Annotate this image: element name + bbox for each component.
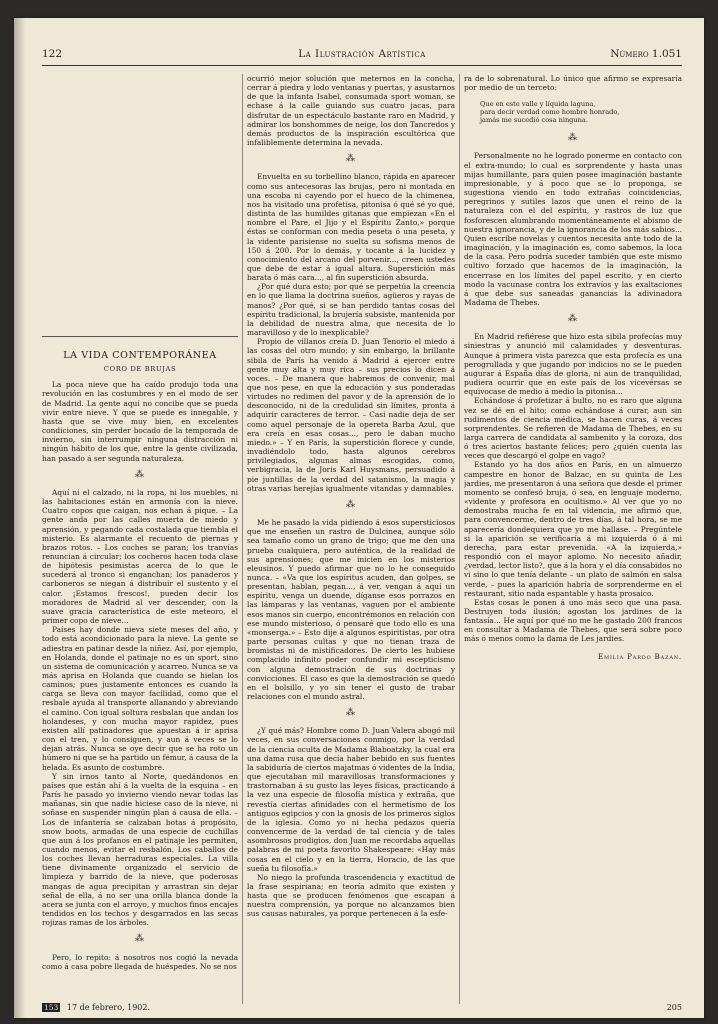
newspaper-page	[14, 18, 704, 1018]
verse-line: Que en este valle y líquida laguna,	[480, 100, 596, 109]
column-2	[247, 74, 455, 1004]
issue-date: 17 de febrero, 1902.	[66, 1003, 150, 1012]
paragraph: Propio de villanos creía D. Juan Tenorio el miedo á las cosas del otro mundo; y sin embargo, la brillante sibila de París ha venido á Madrid á ejercer entre gente muy alta y muy rica – sus precios lo dicen á voces. – De manera que habremos de convenir, mal que nos pese, en que la educación y sus ponderadas virtudes no redimen del pavor y de la aprensión de lo desconocido, ni de la credulidad sin límites, pronta á adquirir caracteres de terror. – Casi nadie deja de ser como aquel personaje de la opereta Barba Azul, que era creía en esas cosas..., pero le daban mucho miedo.» – Y en París, la superstición florece y cunde, invadiéndolo todo, hasta algunos cerebros privilegiados, algunas almas escogidas, como, verbigracia, la de Joris Karl Huysmans, persuadido á pie juntillas de la verdad del satanismo, la magia y otras varias herejías igualmente vitandas y damnables.	[247, 337, 455, 493]
stars-separator: ⁂	[346, 708, 356, 719]
previous-article-space	[42, 74, 238, 336]
stars-separator: ⁂	[568, 133, 578, 144]
stars-separator: ⁂	[135, 934, 145, 945]
section-divider	[42, 336, 238, 337]
paragraph: En Madrid refiérese que hizo esta sibila profecías muy siniestras y anunció mil calamidades y desventuras. Aunque á primera vista parezca que esta profecía es una perogrullada y que jugando por indicios no se le pueden augurar á España días de gloria, ni aun de tranquilidad, pudiera ocurrir que en este país de los vicevérsas se equivocase de medio á medio la pitonisa...	[464, 332, 682, 397]
page-footer	[42, 1003, 682, 1015]
paragraph: Estando yo ha dos años en París, en un almuerzo campestre en honor de Balzac, en su quinta de Les jardies, me presentaron á una señora que desde el primer momento se confesó bruja, ó sea, en lenguaje moderno, «vidente y profesora en ocultismo.» Al ver que yo no demostraba mucha fe en tal videncia, me afirmó que, para convencerme, dentro de tres días, á tal hora, se me aparecería dondequiera que yo me hallase. – Pregúntele si la aparición se verificaría á mi izquierda ó á mi derecha, para estar prevenida. «A la izquierda,» respondió con el mayor aplomo. No necesito añadir, ¿verdad, lector listo?, que á la hora y el día consabidos no vi sino lo que tenía delante – un plato de salmón en salsa verde, – pues la aparición habría de sorprenderme en el restaurant, sitio nada espantable y hasta prosaico.	[464, 460, 682, 598]
paragraph: Personalmente no he logrado ponerme en contacto con el extra-mundo; lo cual es sorprendente y hasta unas mijas humillante, para quien posee imaginación bastante impresionable, y á poco que se lo proponga, se sugestiona viendo en todo extrañas coincidencias, peregrinos y sutiles lazos que unen el reino de la naturaleza con el del espíritu, y rastros de luz que fosforescen alumbrando momentáneamente el abismo de nuestra ignorancia, y de la ignorancia de los más sabios... Quien escribe novelas y cuentos necesita ante todo de la imaginación, y la imaginación es, como sabemos, la loca de la casa. Pero podría suceder también que este mismo cultivo forzado que hacemos de la imaginación, la encerrase en los límites del papel escrito, y en cierto modo la vacunase contra los extravíos y las exaltaciones á que debe sus saneadas ganancias la adivinadora Madama de Thebes.	[464, 151, 682, 307]
column-3	[464, 74, 682, 1004]
section-title: LA VIDA CONTEMPORÁNEA	[63, 350, 217, 361]
paragraph: No niego la profunda trascendencia y exactitud de la frase sespiriana; en teoría admito que existen y hasta que se producen fenómenos que escapan á nuestra comprensión, ya porque no alcanzamos bien sus causas naturales, ya porque pertenecen á la esfe-	[247, 872, 455, 919]
stars-separator: ⁂	[346, 499, 356, 510]
paragraph: Países hay donde nieva siete meses del año, y todo está acondicionado para la nieve. La gente se adiestra en patinar desde la niñez. Así, por ejemplo, en Holanda, donde el patinaje no es un sport, sino un sistema de comunicación y acarreo. Nunca se va más aprisa en Holanda que cuando se hielan los caminos; pues justamente entonces es cuando la carga se lleva con mayor facilidad, como que el resbale ayuda al transporte allanando y abreviando el camino. Con igual soltura resbalan que andan los holandeses, y con mucha mayor rapidez, pues existen allí patinadores que apuestan á ir aprisa con el tren, y lo consiguen, y aun á veces se lo dejan atrás. Nunca se oye decir que se ha roto un húmero ni que se ha partido un fémur, á causa de la helada. Es asunto de costumbre.	[42, 625, 238, 772]
stars-separator: ⁂	[346, 154, 356, 165]
publication-title: La Ilustración Artística	[298, 48, 426, 60]
header-rule	[42, 65, 682, 66]
issue-number: Número 1.051	[610, 48, 682, 60]
paragraph: Y sin irnos tanto al Norte, quedándonos en países que están ahí á la vuelta de la esquina – en París he pasado yo invierno viendo nevar todas las mañanas, sin que nadie hiciese caso de la nieve, ni soñase en suspender ningún plan á causa de ella. – Los de infantería se calzaban botas á propósito, snow boots, armadas de una especie de cuchillas que aun á los profanos en el patinaje les permiten, cuando menos, evitar el resbalón. Los caballos de los coches llevan herraduras especiales. La villa tiene divinamente organizado el servicio de limpieza y barrido de la nieve, que poderosas mangas de agua precipitan y arrastran sin dejar señal de ella, á no ser una orilla blanca donde la acera se junta con el arroyo, y muchos finos encajes tendidos en los techos y desgarrados en las secas rojizas ramas de los árboles.	[42, 771, 238, 928]
paragraph: Envuelta en su torbellino blanco, rápida en aparecer como sus antecesoras las brujas, pero ni montada en una escoba ni cayendo por el hueco de la chimenea, nos ha visitado una profetisa, pitonisa ó qué sé yo qué, distinta de las humildes gitanas que empiezan «En el nombre el Pare, el Jijo y el Espíritu Zanto,» porque éstas se conforman con media peseta ó una peseta, y la vidente parisiense no suelta su sofisma menos de 150 á 200. Por lo demás, y tocante á la lucidez y conocimiento del arcano del porvenir..., creen ustedes que debe de estar á igual altura. Superstición más barata ó más cara..., al fin superstición absurda.	[247, 172, 455, 283]
paragraph: ra de lo sobrenatural. Lo único que afirmo se expresaría por medio de un terceto:	[464, 74, 682, 93]
paragraph: Me he pasado la vida pidiendo á esos supersticiosos que me enseñen un rastro de Dulcinea, aunque sólo sea tamaño como un grano de trigo; que me den una prueba cualquiera, pero auténtica, de la realidad de sus aprensiones; que me inicien en los misterios eleusinos. Y puedo afirmar que no lo he conseguido nunca. – «Va que los espíritus acuden, dan golpes, se presentan, hablan, pegan..., á ver, vengan á aquí un espíritu, venga un duende, díganse esos porrazos en las lámparas y las ventanas, vaguen por el ambiente esos manos sin cuerpo, encontrémonos en relación con ese mundo misterioso, ó pensaré que todo ello es una «monserga.» – Esto dije á algunos espiritistas, por otra parte personas cultas y que no tienan traza de bromistas ni de mistificadores. De cierto les hubiese complacido infinito poder confundir mi escepticismo con alguna demostración de sus doctrinas y convicciones. El caso es que la demostración se quedó en el bolsillo, y yo sin tener el gusto de trabar relaciones con el mundo astral.	[247, 518, 455, 701]
column-divider-1	[242, 74, 243, 1004]
paragraph: Pero, lo repito: á nosotros nos cogió la nevada como á casa pobre llegada de huéspedes. No se nos	[42, 952, 238, 971]
column-divider-2	[459, 74, 460, 1004]
verse-quote	[480, 100, 666, 124]
verse-line: para decir verdad como hombre honrado,	[480, 108, 620, 117]
column-1	[42, 74, 238, 1004]
issue-badge: 153	[44, 1003, 59, 1012]
paragraph: Aquí ni el calzado, ni la ropa, ni los muebles, ni las habitaciones están en armonía con la nieve. Cuatro copos que caigan, nos echan á pique. – La gente anda por las calles muerta de miedo y aprensión, y pegando cada costalada que tiembla el misterio. Es alarmante el recuento de piernas y brazos rotos. – Los coches se paran; los tranvías renuncian á circular; los cocheros hacen toda clase de hipótesis pesimistas acerca de lo que le sucederá al tronco si enganchan; los panaderos y carboneros se niegan á distribuir el sustento y el calor. ¡Estamos frescos!, pueden decir los moradores de Madrid al ver descender, con la suave gracia característica de este meteoro, el primer copo de nieve...	[42, 487, 238, 626]
page-number-right: 205	[666, 1003, 682, 1012]
paragraph: Echándose á profetizar á bulto, no es raro que alguna vez se dé en el hito; como echándose á curar, aun sin rudimentos de ciencia médica, se hacen curas, á veces sorprendentes. Se refieren de Madama de Thebes, en su larga carrera de candidata al sambenito y la coroza, dos ó tres aciertos bastante felices; pero ¿quién cuenta las veces que descargó el golpe en vago?	[464, 396, 682, 461]
author-signature: Emilia Pardo Bazán.	[598, 651, 682, 661]
section-subtitle: CORO DE BRUJAS	[103, 365, 177, 374]
paragraph: ocurrió mejor solución que meternos en la concha, cerrar á piedra y lodo ventanas y puertas, y asustarnos de que la infanta Isabel, consumada sport woman, se echase á la calle guiando sus cuatro jacas, para disfrutar de un espectáculo bastante raro en Madrid, y admirar los bonshommes de neige, los don Tancredos y demás productos de la inspiración escultórica que infaliblemente determina la nevada.	[247, 74, 455, 148]
verse-line: jamás me sucedió cosa ninguna.	[480, 116, 588, 125]
paragraph: ¿Y qué más? Hombre como D. Juan Valera abogó mil veces, en sus conversaciones conmigo, por la verdad de la ciencia oculta de Madama Blaboatzky, la cual era una dama rusa que decía haber bebido en sus fuentes la sabiduría de ciertos majatmas ó videntes de la India, que ejecutaban mil maravillosas transformaciones y trastornaban á su gusto las leyes físicas, practicando á la vez una especie de filosofía mística y extraña, que revestía ciertas afinidades con el hermetismo de los antiguos egipcios y con la gnosis de los primeros siglos de la iglesia. Como yo ni hecha pedazos quería convencerme de la verdad de tal ciencia y de tales asombrosos prodigios, don Juan me recordaba aquellas palabras de mi poeta favorito Shakespeare: «Hay más cosas en el cielo y en la tierra, Horacio, de las que sueña tu filosofía.»	[247, 726, 455, 873]
stars-separator: ⁂	[135, 469, 145, 480]
page-number-left: 122	[42, 48, 63, 60]
paragraph: ¿Por qué dura esto; por qué se perpetúa la creencia en lo que llama la doctrina sueños, agüeros y rayas de manos? ¿Por qué, si se han perdido tantas cosas del espíritu tradicional, la brujería subsiste, mantenida por la debilidad de nuestra alma, que necesita de lo maravilloso y de lo inexplicable?	[247, 282, 455, 338]
paragraph: La poca nieve que ha caído produjo toda una revolución en las costumbres y en el modo de ser de Madrid. La gente aquí no concibe que se pueda vivir entre nieve. Y que se puede es innegable, y hasta que se vive muy bien, en excelentes condiciones, sin perder bocado de la temporada de invierno, sin interrumpir ninguna distracción ni ningún hábito de los que, entre la gente civilizada, han pasado á ser segunda naturaleza.	[42, 380, 238, 463]
page-header	[42, 48, 682, 64]
stars-separator: ⁂	[568, 314, 578, 325]
paragraph: Estas cosas le ponen á uno más seco que una pasa. Destruyen toda ilusión; agostan los jardines de la fantasía... He aquí por qué no me he gastado 200 francos en consultar á Madama de Thebes, que será sobre poco más ó menos como la dama de Les jardies.	[464, 597, 682, 644]
